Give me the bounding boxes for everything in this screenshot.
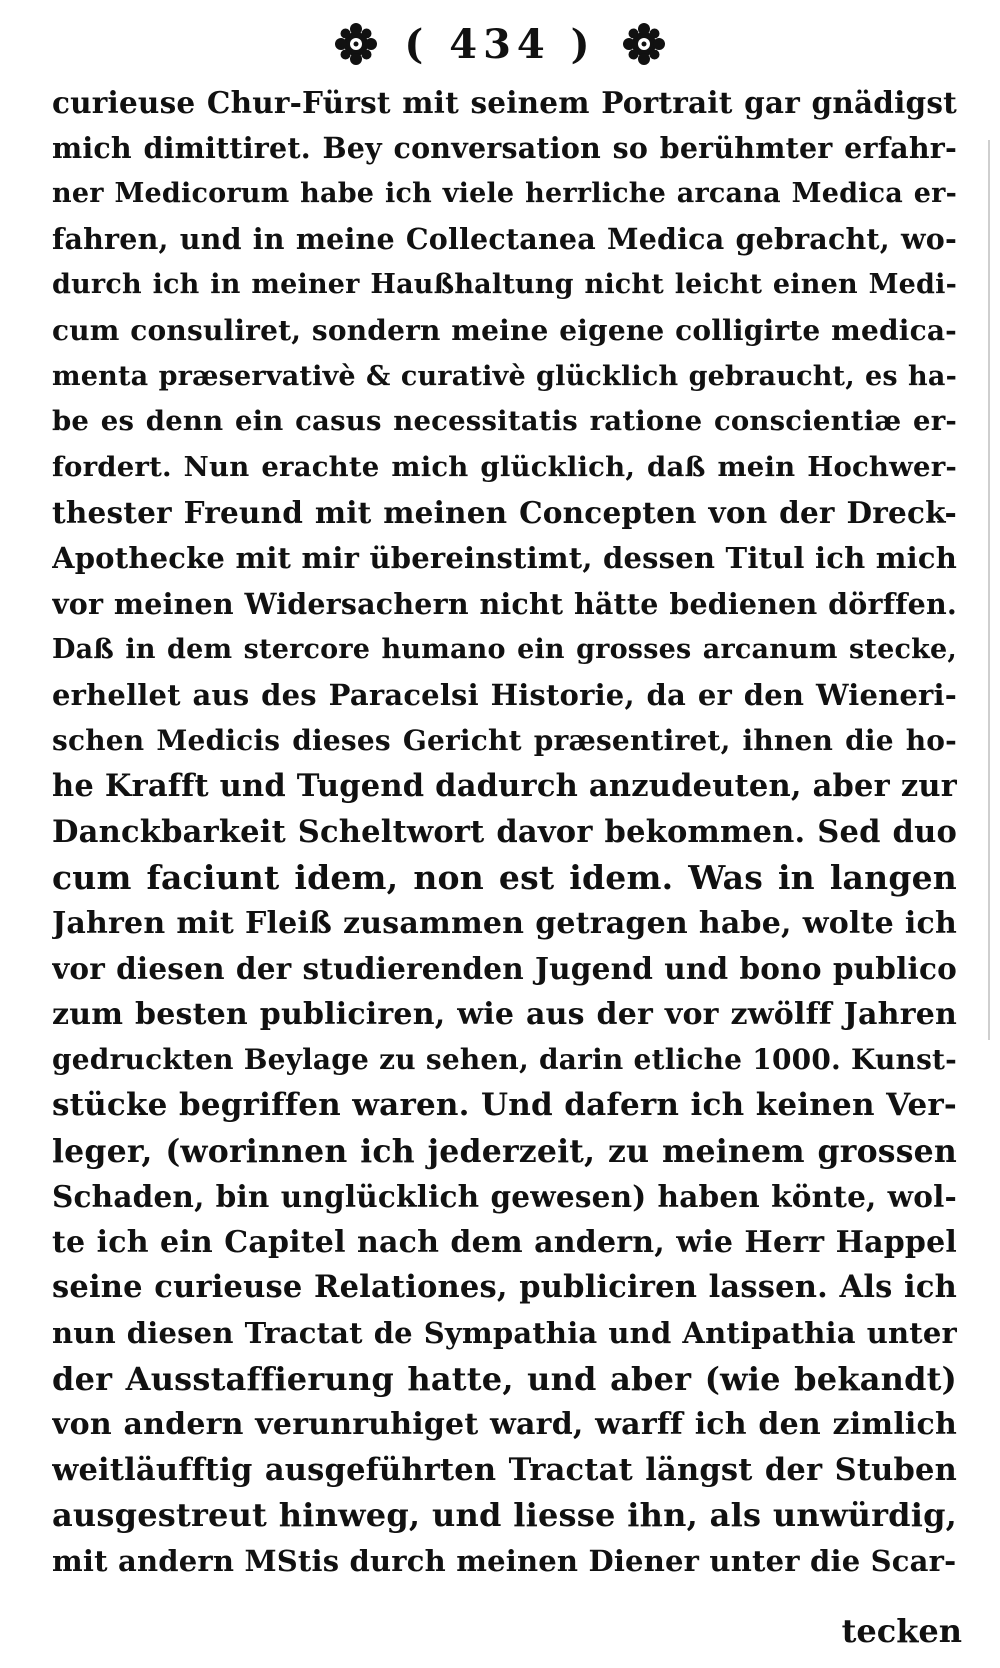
page-number: ( 434 ): [404, 20, 596, 68]
text-line: gedruckten Beylage zu sehen, darin etliche 1000. Kunst-: [52, 1043, 957, 1077]
page-edge-divider: [988, 140, 990, 1040]
text-line: fordert. Nun erachte mich glücklich, daß mein Hochwer-: [52, 450, 957, 483]
text-line: Schaden, bin unglücklich gewesen) haben könte, wol-: [52, 1179, 957, 1215]
text-line: durch ich in meiner Haußhaltung nicht leicht einen Medi-: [52, 269, 957, 301]
text-line: cum consuliret, sondern meine eigene colligirte medica-: [52, 313, 957, 347]
text-line: Jahren mit Fleiß zusammen getragen habe, wolte ich: [52, 905, 957, 941]
text-line: thester Freund mit meinen Concepten von der Dreck-: [52, 495, 957, 531]
rosette-ornament-right-icon: [622, 22, 666, 66]
text-line: leger, (worinnen ich jederzeit, zu meinem grossen: [52, 1132, 957, 1170]
text-line: von andern verunruhiget ward, warff ich den zimlich: [52, 1407, 957, 1443]
text-line: cum faciunt idem, non est idem. Was in langen: [52, 858, 957, 898]
page-header: [0, 14, 1000, 74]
text-line: nun diesen Tractat de Sympathia und Antipathia unter: [52, 1316, 957, 1351]
text-line: be es denn ein casus necessitatis ratione conscientiæ er-: [52, 405, 957, 438]
text-line: te ich ein Capitel nach dem andern, wie Herr Happel: [52, 1224, 957, 1260]
text-line: ner Medicorum habe ich viele herrliche arcana Medica er-: [52, 178, 957, 210]
text-line: Danckbarkeit Scheltwort davor bekommen. Sed duo: [52, 813, 957, 850]
text-line: erhellet aus des Paracelsi Historie, da er den Wieneri-: [52, 677, 957, 712]
text-line: seine curieuse Relationes, publiciren lassen. Als ich: [52, 1269, 957, 1306]
text-line: Apothecke mit mir übereinstimt, dessen Titul ich mich: [52, 540, 957, 575]
catchword: tecken: [841, 1612, 962, 1650]
text-line: vor diesen der studierenden Jugend und bono publico: [52, 951, 957, 987]
text-line: mit andern MStis durch meinen Diener unter die Scar-: [52, 1544, 957, 1578]
text-line: vor meinen Widersachern nicht hätte bedienen dörffen.: [52, 586, 957, 621]
text-line: weitläufftig ausgeführten Tractat längst der Stuben: [52, 1451, 957, 1488]
text-line: zum besten publiciren, wie aus der vor zwölff Jahren: [52, 996, 957, 1032]
text-line: der Ausstaffierung hatte, und aber (wie bekandt): [52, 1359, 957, 1398]
text-line: stücke begriffen waren. Und dafern ich keinen Ver-: [52, 1087, 957, 1124]
text-line: ausgestreut hinweg, und liesse ihn, als unwürdig,: [52, 1496, 957, 1535]
text-line: mich dimittiret. Bey conversation so berühmter erfahr-: [52, 130, 957, 165]
text-line: fahren, und in meine Collectanea Medica gebracht, wo-: [52, 221, 957, 256]
text-line: he Krafft und Tugend dadurch anzudeuten, aber zur: [52, 767, 957, 804]
text-line: curieuse Chur-Fürst mit seinem Portrait gar gnädigst: [52, 85, 957, 120]
text-line: Daß in dem stercore humano ein grosses arcanum stecke,: [52, 634, 957, 666]
body-text: [52, 80, 957, 1585]
rosette-ornament-left-icon: [334, 22, 378, 66]
text-line: schen Medicis dieses Gericht præsentiret, ihnen die ho-: [52, 724, 957, 758]
text-line: menta præservativè & curativè glücklich gebraucht, es ha-: [52, 360, 957, 392]
